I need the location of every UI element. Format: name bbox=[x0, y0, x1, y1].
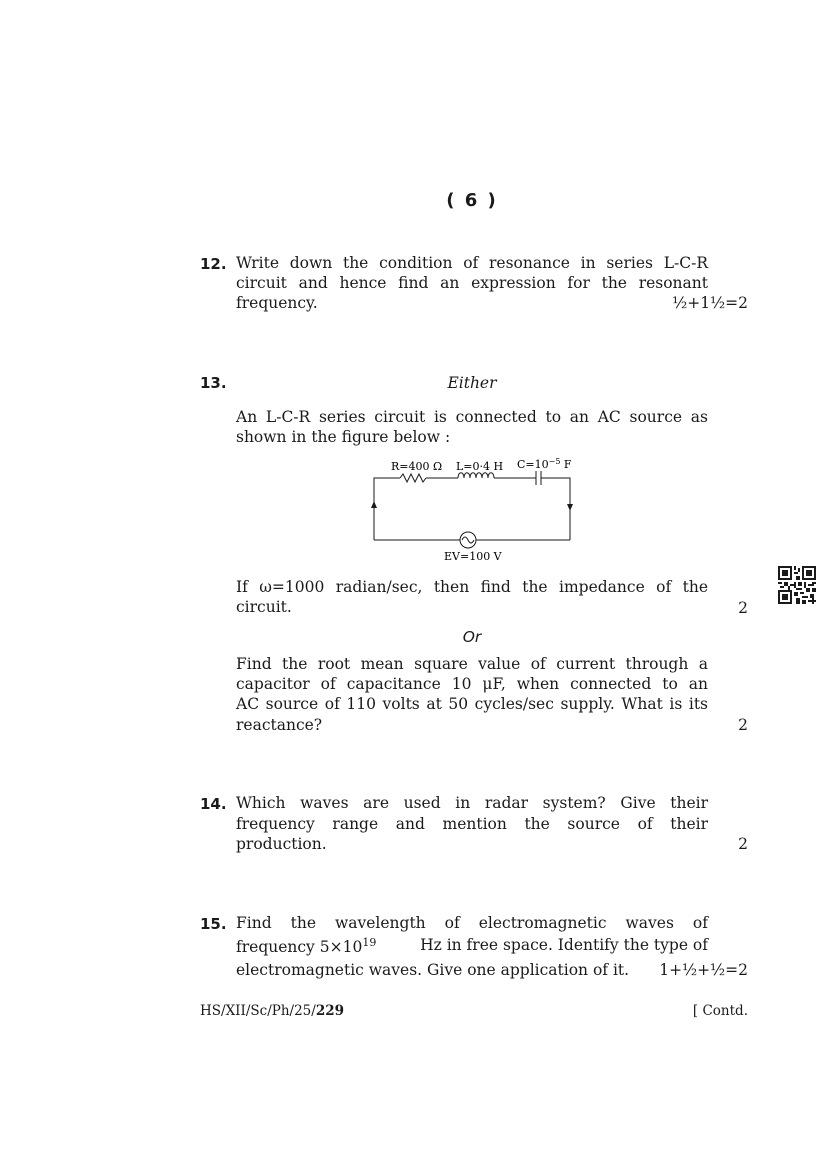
question-13-line-2: shown in the figure below : bbox=[236, 428, 451, 446]
resistor-symbol bbox=[400, 474, 426, 482]
either-label-wrap bbox=[236, 373, 708, 392]
or-label: Or bbox=[462, 628, 482, 646]
capacitor-label: $C=10^{-5}$ F bbox=[517, 457, 572, 471]
question-12-line-2: circuit and hence find an expression for the resonant bbox=[236, 274, 708, 292]
source-label: EV=100 V bbox=[444, 550, 502, 563]
question-13-line-3: If ω=1000 radian/sec, then find the impedance of the bbox=[236, 578, 708, 596]
either-label: Either bbox=[447, 374, 497, 392]
right-wire bbox=[541, 478, 570, 540]
qr-code bbox=[778, 566, 816, 604]
question-14-line-1: Which waves are used in radar system? Give their bbox=[236, 794, 708, 812]
question-13-line-6: capacitor of capacitance 10 μF, when connected to an bbox=[236, 675, 708, 693]
question-15-freq: frequency $5\times 10^{19}$ bbox=[236, 936, 377, 957]
question-13-line-5: Find the root mean square value of current through a bbox=[236, 655, 708, 673]
question-13a-marks: 2 bbox=[738, 599, 748, 617]
question-13-number: 13. bbox=[200, 374, 227, 392]
left-wire bbox=[374, 478, 400, 540]
question-14-line-3: production. bbox=[236, 835, 327, 853]
contd-label: [ Contd. bbox=[692, 1003, 748, 1019]
ac-source-wave bbox=[462, 537, 474, 543]
down-arrow bbox=[567, 504, 573, 511]
question-13-line-1: An L-C-R series circuit is connected to an AC source as bbox=[236, 408, 708, 426]
question-15-line-3: electromagnetic waves. Give one application of it. bbox=[236, 961, 630, 979]
inductor-symbol bbox=[458, 473, 494, 478]
question-13-line-4: circuit. bbox=[236, 598, 292, 616]
page-number: ( 6 ) bbox=[446, 190, 498, 211]
question-12-line-1: Write down the condition of resonance in series L-C-R bbox=[236, 254, 708, 272]
question-13b-marks: 2 bbox=[738, 716, 748, 734]
up-arrow bbox=[371, 501, 377, 508]
question-15-marks: 1+½+½=2 bbox=[659, 961, 748, 979]
lcr-circuit-diagram bbox=[360, 452, 590, 567]
question-12-number: 12. bbox=[200, 255, 227, 273]
question-14-number: 14. bbox=[200, 795, 227, 813]
paper-code: HS/XII/Sc/Ph/25/229 bbox=[200, 1003, 344, 1019]
question-15-number: 15. bbox=[200, 915, 227, 933]
question-14-marks: 2 bbox=[738, 835, 748, 853]
question-13-line-7: AC source of 110 volts at 50 cycles/sec supply. What is its bbox=[236, 695, 708, 713]
question-12-line-3: frequency. bbox=[236, 294, 318, 312]
question-14-line-2: frequency range and mention the source of their bbox=[236, 815, 708, 833]
question-12-marks: ½+1½=2 bbox=[672, 294, 748, 312]
question-15-line-2-rest: Hz in free space. Identify the type of bbox=[420, 936, 708, 954]
resistor-label: R=400 Ω bbox=[391, 460, 443, 473]
or-label-wrap bbox=[236, 627, 708, 646]
question-15-line-2 bbox=[236, 936, 708, 956]
question-13-line-8: reactance? bbox=[236, 716, 323, 734]
question-15-line-1: Find the wavelength of electromagnetic waves of bbox=[236, 914, 708, 932]
inductor-label: L=0·4 H bbox=[456, 460, 504, 473]
